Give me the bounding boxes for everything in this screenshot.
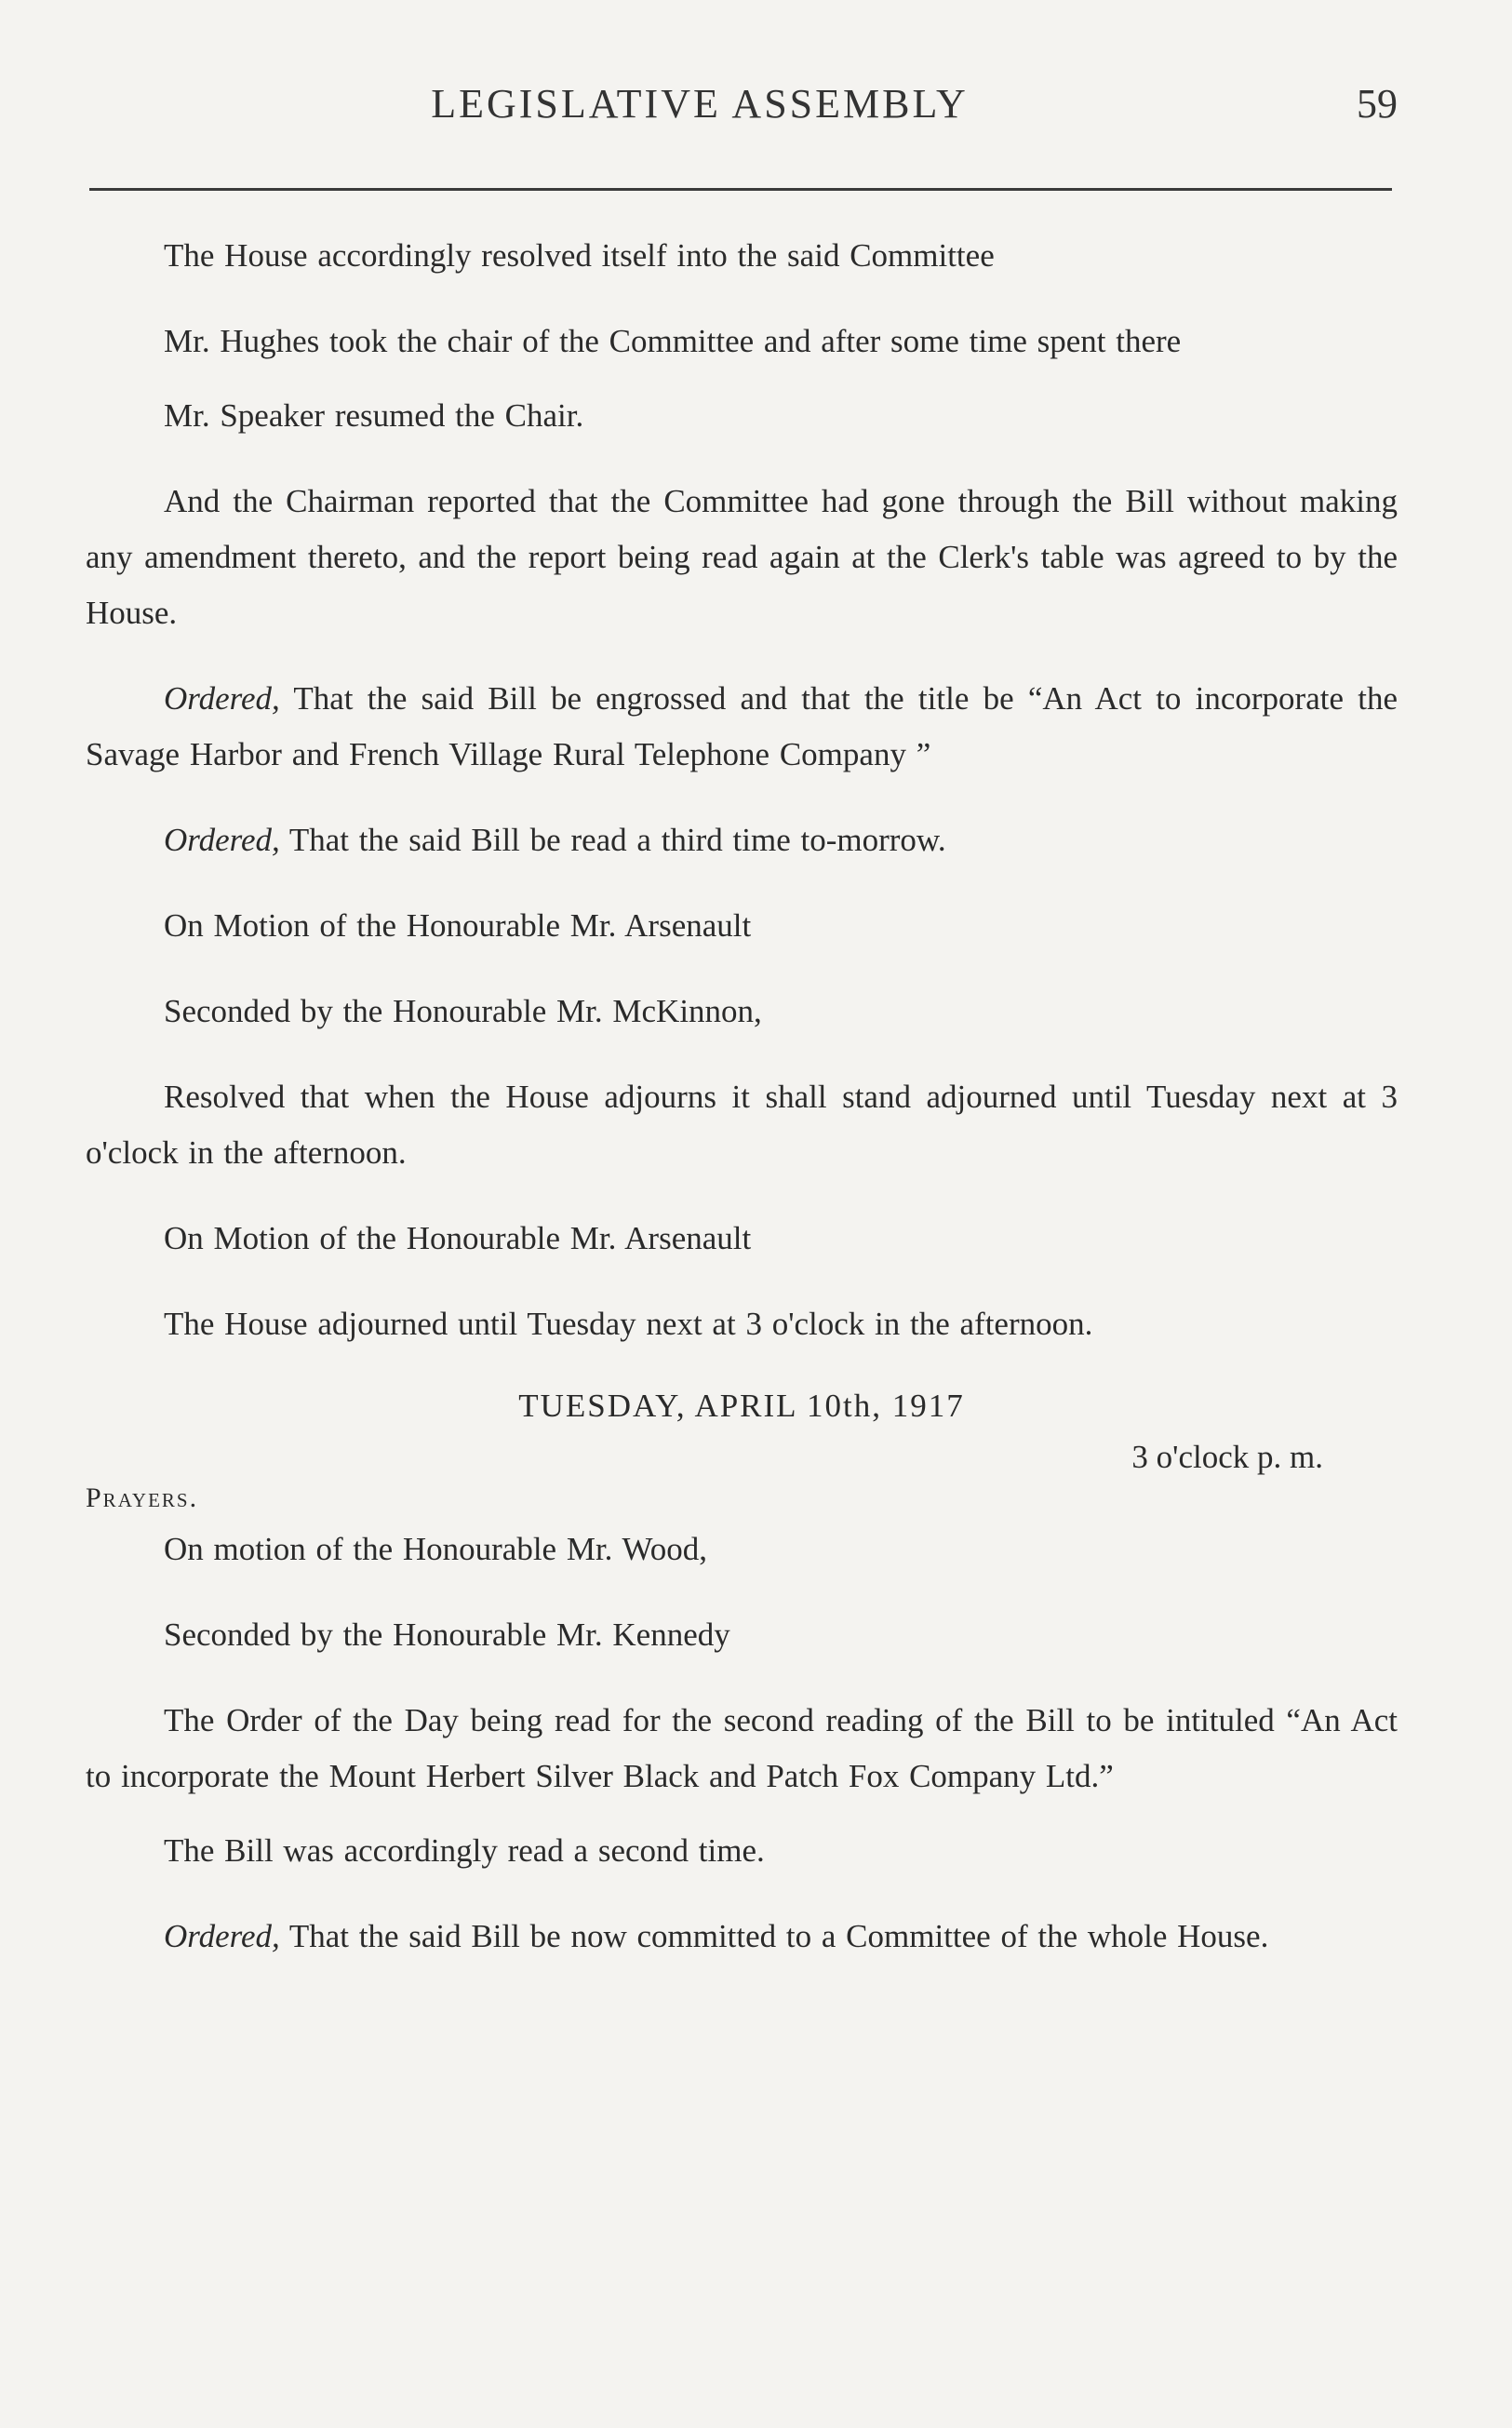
- paragraph-text: That the said Bill be now committed to a Committee of the whole House.: [279, 1918, 1269, 1954]
- page-header: [86, 80, 1398, 136]
- paragraph: [86, 812, 1398, 868]
- paragraph: The Order of the Day being read for the second reading of the Bill to be intituled “An Act to incorporate the Mount Herbert Silver Black and Patch Fox Company Ltd.”: [86, 1702, 1398, 1794]
- ordered-label: Ordered,: [164, 1918, 280, 1954]
- paragraph-text: That the said Bill be read a third time to-morrow.: [279, 822, 946, 858]
- header-rule: [89, 188, 1392, 191]
- paragraph: The House accordingly resolved itself into the said Committee: [164, 237, 995, 274]
- paragraph: [86, 1909, 1398, 1965]
- paragraph: [86, 671, 1398, 783]
- paragraph: And the Chairman reported that the Committee had gone through the Bill without making any amendment thereto, and the report being read again at the Clerk's table was agreed to by the House.: [86, 483, 1398, 631]
- paragraph: Seconded by the Honourable Mr. Kennedy: [164, 1616, 730, 1653]
- paragraph: Mr. Hughes took the chair of the Committee and after some time spent there: [164, 323, 1182, 359]
- ordered-label: Ordered,: [164, 822, 280, 858]
- body-text: [86, 228, 1398, 1965]
- paragraph: Resolved that when the House adjourns it shall stand adjourned until Tuesday next at 3 o'clock in the afternoon.: [86, 1079, 1398, 1171]
- paragraph: The Bill was accordingly read a second time.: [164, 1832, 765, 1869]
- running-title: LEGISLATIVE ASSEMBLY: [431, 81, 969, 127]
- paragraph: Seconded by the Honourable Mr. McKinnon,: [164, 993, 762, 1029]
- paragraph: On Motion of the Honourable Mr. Arsenault: [164, 1220, 752, 1256]
- paragraph: The House adjourned until Tuesday next at 3 o'clock in the afternoon.: [164, 1306, 1093, 1342]
- ordered-label: Ordered,: [164, 680, 280, 717]
- prayers-heading: Prayers.: [86, 1482, 199, 1513]
- session-date: TUESDAY, APRIL 10th, 1917: [518, 1388, 965, 1424]
- document-page: [86, 0, 1398, 2428]
- paragraph-text: That the said Bill be engrossed and that the title be “An Act to incorporate the Savage Harbor and French Village Rural Telephone Company ”: [86, 680, 1398, 772]
- page-number: 59: [1357, 81, 1398, 127]
- paragraph: On Motion of the Honourable Mr. Arsenault: [164, 907, 752, 944]
- paragraph: Mr. Speaker resumed the Chair.: [164, 397, 584, 434]
- paragraph: On motion of the Honourable Mr. Wood,: [164, 1531, 708, 1567]
- session-time: 3 o'clock p. m.: [1131, 1439, 1323, 1475]
